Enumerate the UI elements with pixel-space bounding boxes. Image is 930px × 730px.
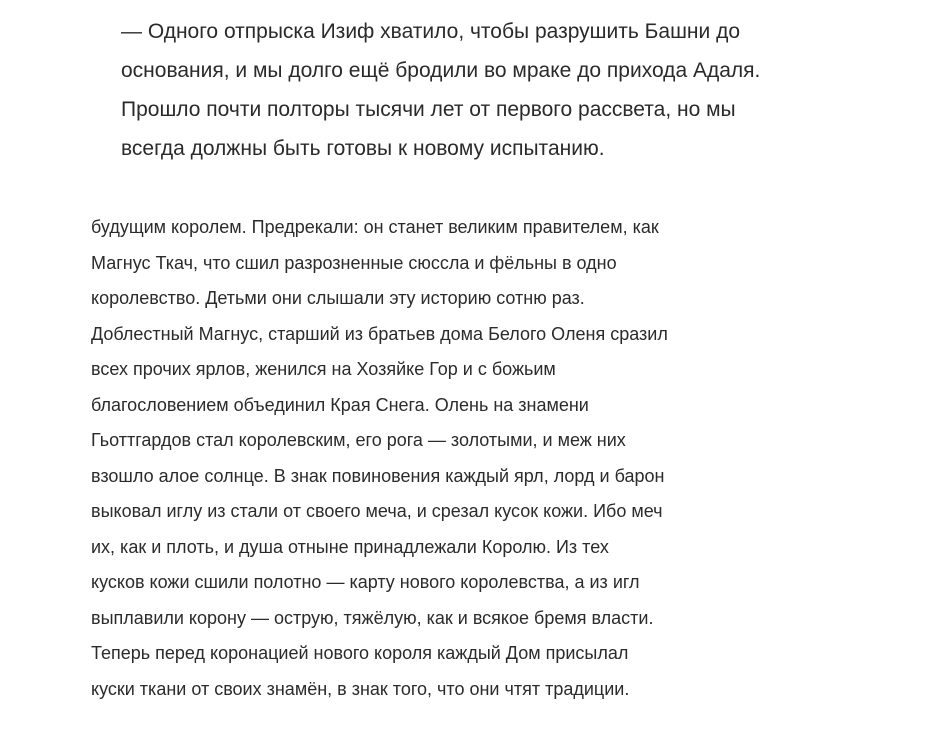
body-line: куски ткани от своих знамён, в знак того, что они чтят традиции. <box>91 678 630 699</box>
body-line: их, как и плоть, и душа отныне принадлежали Королю. Из тех <box>91 536 609 557</box>
quote-line: Прошло почти полторы тысячи лет от первого рассвета, но мы <box>121 98 736 121</box>
quote-line: — Одного отпрыска Изиф хватило, чтобы разрушить Башни до <box>121 20 741 43</box>
body-paragraph <box>91 210 791 707</box>
body-line: кусков кожи сшили полотно — карту нового королевства, а из игл <box>91 572 640 592</box>
epigraph-quote <box>121 12 841 168</box>
quote-line: всегда должны быть готовы к новому испытанию. <box>121 137 605 160</box>
quote-line: основания, и мы долго ещё бродили во мраке до прихода Адаля. <box>121 59 761 82</box>
body-line: выплавили корону — острую, тяжёлую, как и всякое бремя власти. <box>91 607 654 628</box>
body-line: всех прочих ярлов, женился на Хозяйке Гор и с божьим <box>91 359 556 379</box>
body-line: будущим королем. Предрекали: он станет великим правителем, как <box>91 217 659 237</box>
body-line: Доблестный Магнус, старший из братьев дома Белого Оленя сразил <box>91 323 668 344</box>
body-line: взошло алое солнце. В знак повиновения каждый ярл, лорд и барон <box>91 465 665 486</box>
body-line: Гьоттгардов стал королевским, его рога — золотыми, и меж них <box>91 430 626 450</box>
body-line: Теперь перед коронацией нового короля каждый Дом присылал <box>91 643 629 663</box>
body-line: выковал иглу из стали от своего меча, и срезал кусок кожи. Ибо меч <box>91 501 663 521</box>
body-line: королевство. Детьми они слышали эту историю сотню раз. <box>91 288 585 308</box>
body-line: Магнус Ткач, что сшил разрозненные сюссла и фёльны в одно <box>91 252 617 273</box>
body-line: благословением объединил Края Снега. Олень на знамени <box>91 394 589 415</box>
